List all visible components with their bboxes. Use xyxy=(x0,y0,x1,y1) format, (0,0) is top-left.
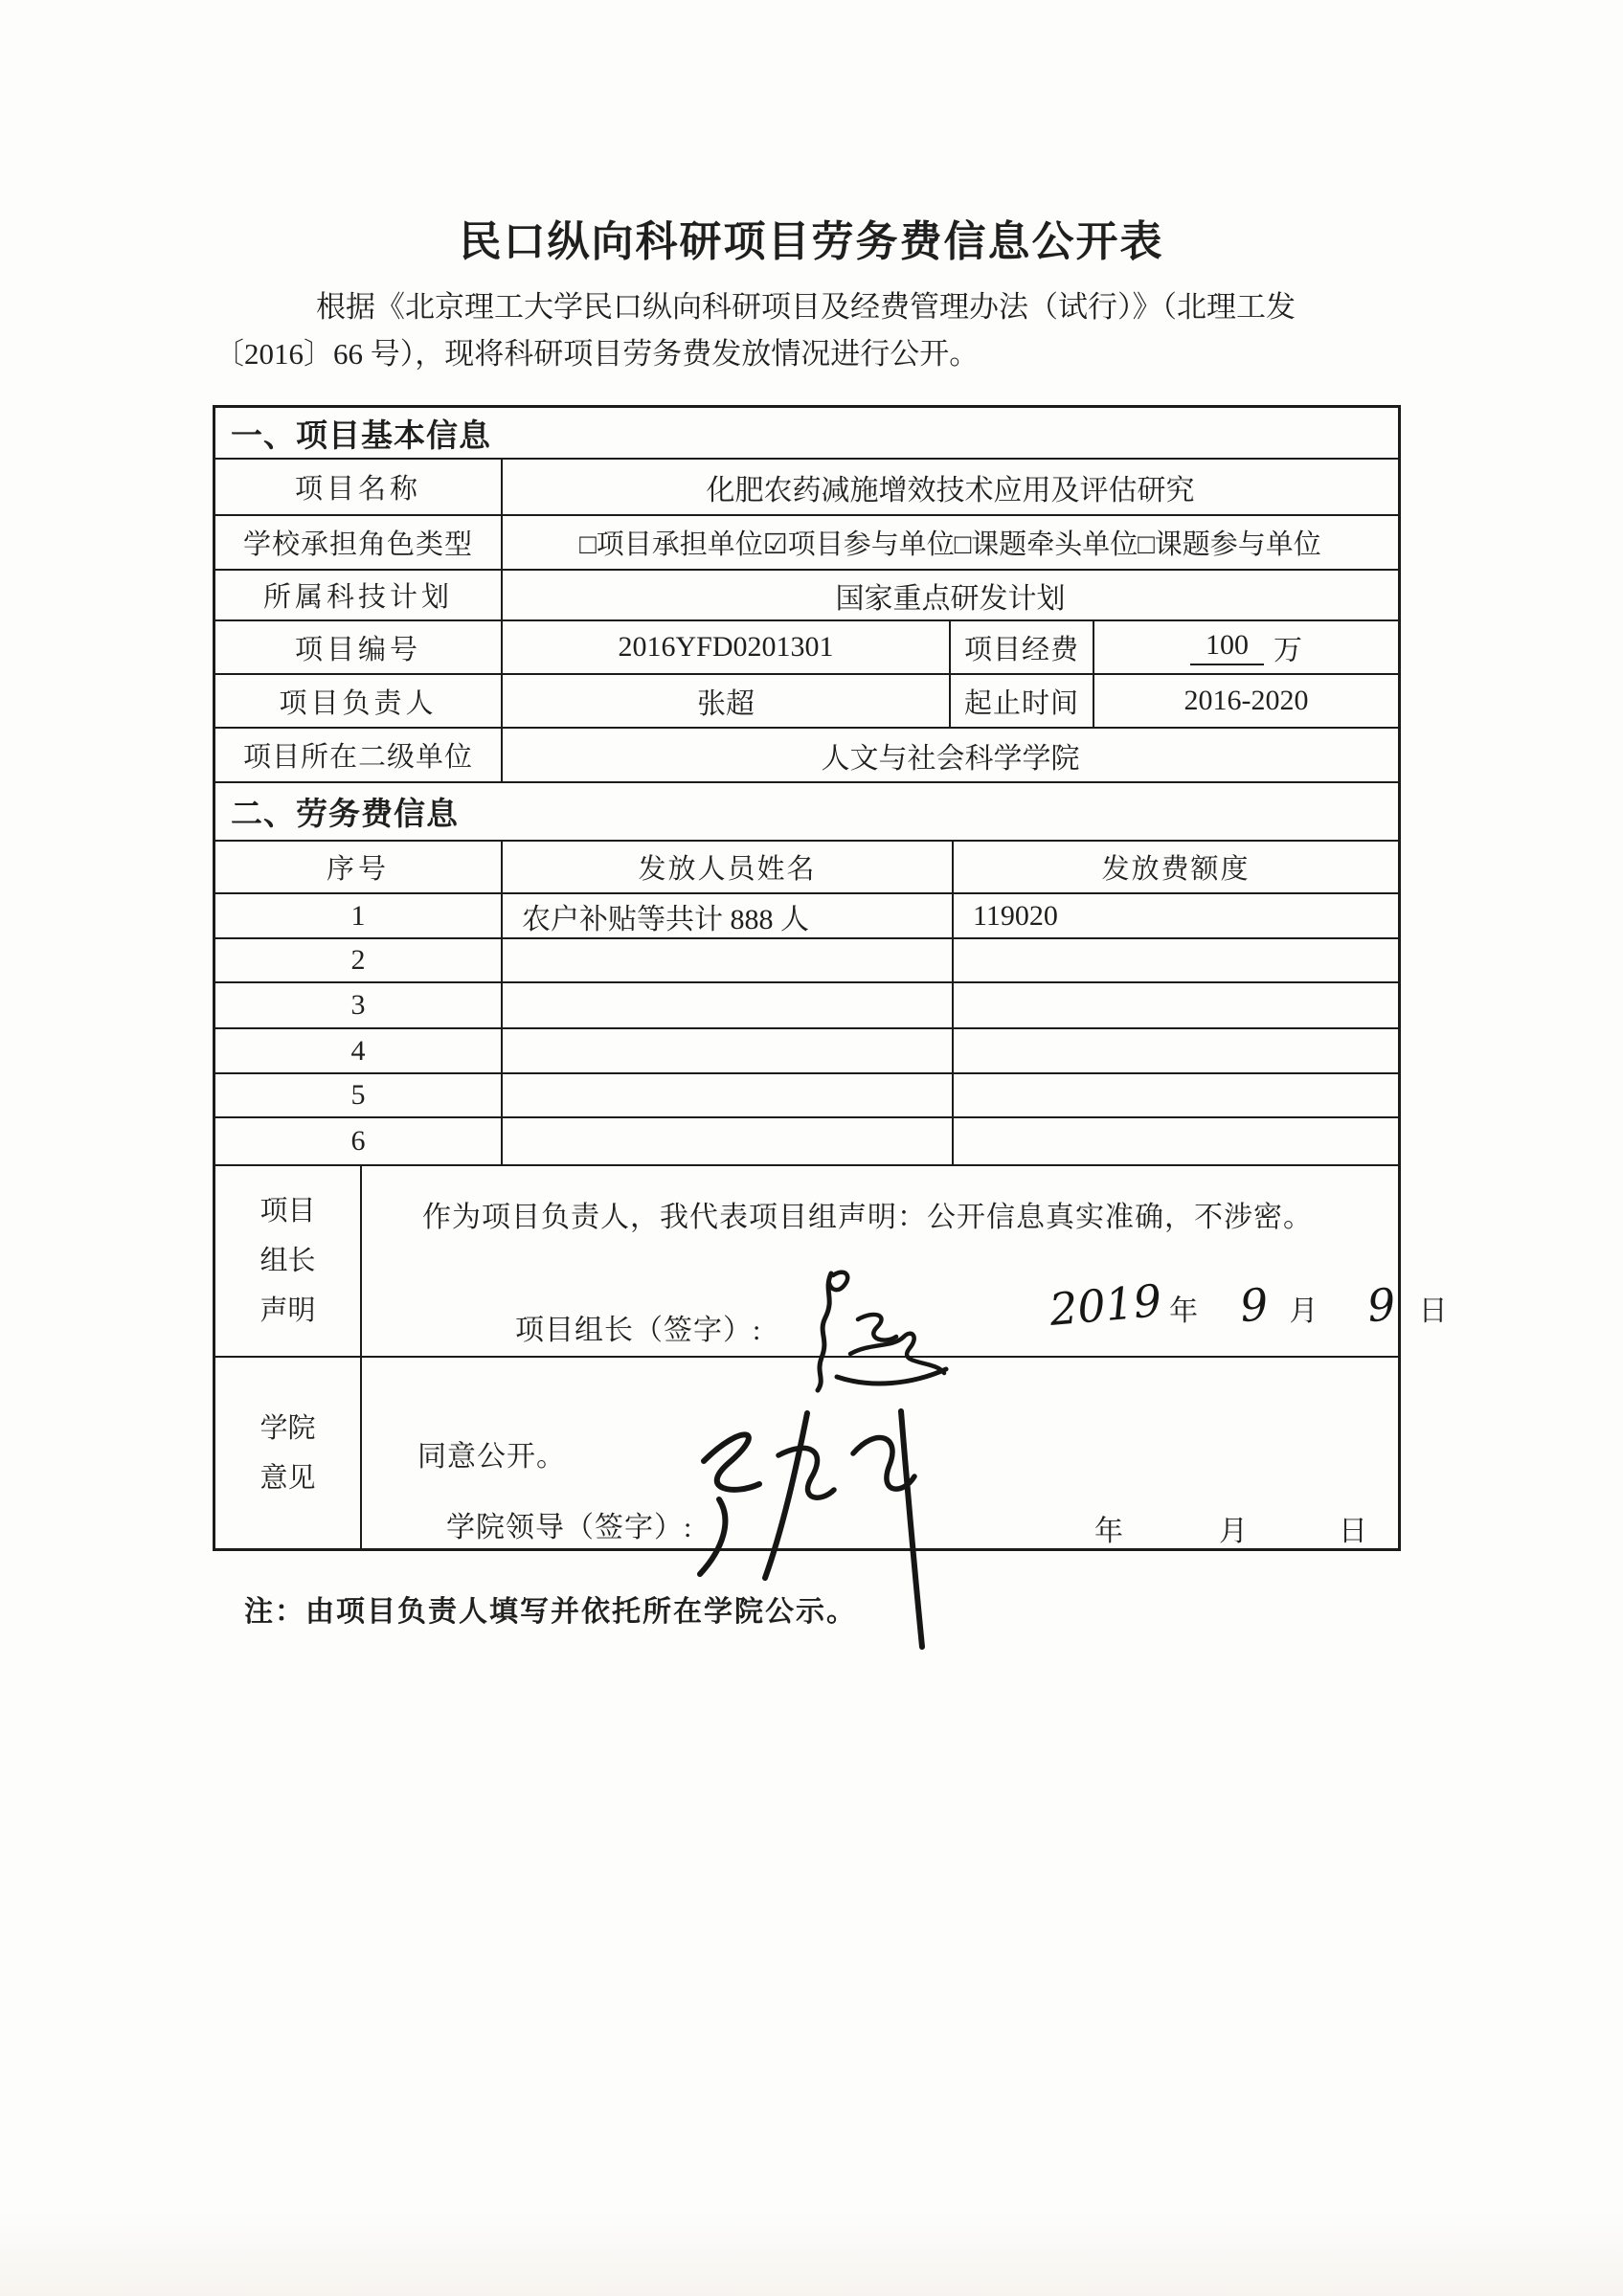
leader-date-day-unit: 日 xyxy=(1418,1295,1448,1327)
labor-col-name: 发放人员姓名 xyxy=(501,842,952,892)
section1-header-row xyxy=(215,408,1398,458)
labor-row-no: 1 xyxy=(350,899,366,932)
section2-header-row xyxy=(215,781,1398,840)
labor-row-no: 6 xyxy=(350,1125,366,1157)
budget-label: 项目经费 xyxy=(949,621,1093,673)
leader-statement: 作为项目负责人，我代表项目组声明：公开信息真实准确，不涉密。 xyxy=(422,1202,1313,1233)
labor-col-no: 序号 xyxy=(326,854,390,885)
labor-row-4 xyxy=(215,1027,1398,1072)
role-type-checkboxes: □项目承担单位☑项目参与单位□课题牵头单位□课题参与单位 xyxy=(501,516,1398,569)
footnote: 注：由项目负责人填写并依托所在学院公示。 xyxy=(244,1596,857,1628)
leader-declaration-content xyxy=(360,1166,1448,1356)
leader-date-month-unit: 月 xyxy=(1289,1295,1319,1327)
project-no-budget-row xyxy=(215,619,1398,673)
labor-row-2 xyxy=(215,937,1398,981)
program-label: 所属科技计划 xyxy=(262,582,453,613)
role-type-row xyxy=(215,514,1398,569)
pi-duration-row xyxy=(215,673,1398,727)
unit-label: 项目所在二级单位 xyxy=(242,742,473,773)
unit-value: 人文与社会科学学院 xyxy=(501,729,1398,781)
project-no-label: 项目编号 xyxy=(294,634,421,665)
labor-row-name: 农户补贴等共计 888 人 xyxy=(501,894,952,937)
labor-row-1 xyxy=(215,892,1398,937)
labor-row-no: 2 xyxy=(350,944,366,976)
leader-sign-label: 项目组长（签字）: xyxy=(515,1315,762,1346)
intro-paragraph xyxy=(214,283,1411,377)
labor-row-no: 5 xyxy=(350,1079,366,1111)
college-date-year-unit: 年 xyxy=(1094,1516,1123,1547)
labor-row-6 xyxy=(215,1116,1398,1164)
intro-line-1: 根据《北京理工大学民口纵向科研项目及经费管理办法（试行）》（北理工发 xyxy=(316,290,1296,324)
college-opinion-label xyxy=(215,1358,360,1548)
college-date-month-unit: 月 xyxy=(1219,1516,1248,1547)
intro-line-2: 〔2016〕66 号），现将科研项目劳务费发放情况进行公开。 xyxy=(214,337,980,371)
pi-label: 项目负责人 xyxy=(279,687,438,719)
labor-header-row xyxy=(215,840,1398,892)
budget-unit: 万 xyxy=(1274,635,1302,666)
college-date-day-unit: 日 xyxy=(1339,1516,1367,1547)
leader-date-day-handwritten: 9 xyxy=(1365,1277,1398,1333)
labor-row-amount xyxy=(952,983,1398,1027)
program-row xyxy=(215,569,1398,619)
leader-date-month-handwritten: 9 xyxy=(1237,1277,1271,1333)
college-sign-label: 学院领导（签字）: xyxy=(446,1512,693,1543)
college-opinion-label-text: 学院意见 xyxy=(259,1412,316,1494)
labor-row-amount xyxy=(952,939,1398,981)
leader-declaration-label-text: 项目组长声明 xyxy=(259,1196,316,1326)
labor-row-name xyxy=(501,983,952,1027)
leader-date-year-unit: 年 xyxy=(1169,1295,1199,1327)
labor-row-name xyxy=(501,1074,952,1116)
section2-title: 二、劳务费信息 xyxy=(231,796,459,831)
college-opinion-row xyxy=(215,1356,1398,1548)
unit-row xyxy=(215,727,1398,781)
labor-row-5 xyxy=(215,1072,1398,1116)
labor-row-amount xyxy=(952,1029,1398,1072)
labor-row-name xyxy=(501,1118,952,1164)
labor-row-amount xyxy=(952,1074,1398,1116)
project-no-value: 2016YFD0201301 xyxy=(501,621,949,673)
section1-title: 一、项目基本信息 xyxy=(231,416,491,453)
college-statement: 同意公开。 xyxy=(417,1441,566,1473)
labor-row-no: 4 xyxy=(350,1034,366,1067)
role-type-label: 学校承担角色类型 xyxy=(242,529,473,560)
project-name-row xyxy=(215,458,1398,514)
budget-amount: 100 xyxy=(1190,629,1264,665)
form-table xyxy=(213,405,1448,1551)
labor-col-amount: 发放费额度 xyxy=(952,842,1398,892)
duration-label: 起止时间 xyxy=(949,675,1093,727)
labor-row-amount xyxy=(952,1118,1398,1164)
leader-declaration-row xyxy=(215,1164,1448,1356)
leader-sign-date xyxy=(1047,1274,1448,1336)
form-title: 民口纵向科研项目劳务费信息公开表 xyxy=(459,218,1164,265)
leader-date-year-handwritten: 2019 xyxy=(1047,1274,1164,1336)
labor-row-amount: 119020 xyxy=(952,894,1398,937)
duration-value: 2016-2020 xyxy=(1093,675,1398,727)
program-value: 国家重点研发计划 xyxy=(501,571,1398,619)
pi-value: 张超 xyxy=(501,675,949,727)
project-name-label: 项目名称 xyxy=(294,474,421,505)
budget-value xyxy=(1093,621,1398,673)
leader-declaration-label xyxy=(215,1166,360,1356)
labor-row-name xyxy=(501,1029,952,1072)
college-opinion-content xyxy=(360,1358,1398,1548)
project-name-value: 化肥农药减施增效技术应用及评估研究 xyxy=(501,460,1398,514)
labor-row-no: 3 xyxy=(350,989,366,1021)
labor-row-name xyxy=(501,939,952,981)
labor-row-3 xyxy=(215,981,1398,1027)
